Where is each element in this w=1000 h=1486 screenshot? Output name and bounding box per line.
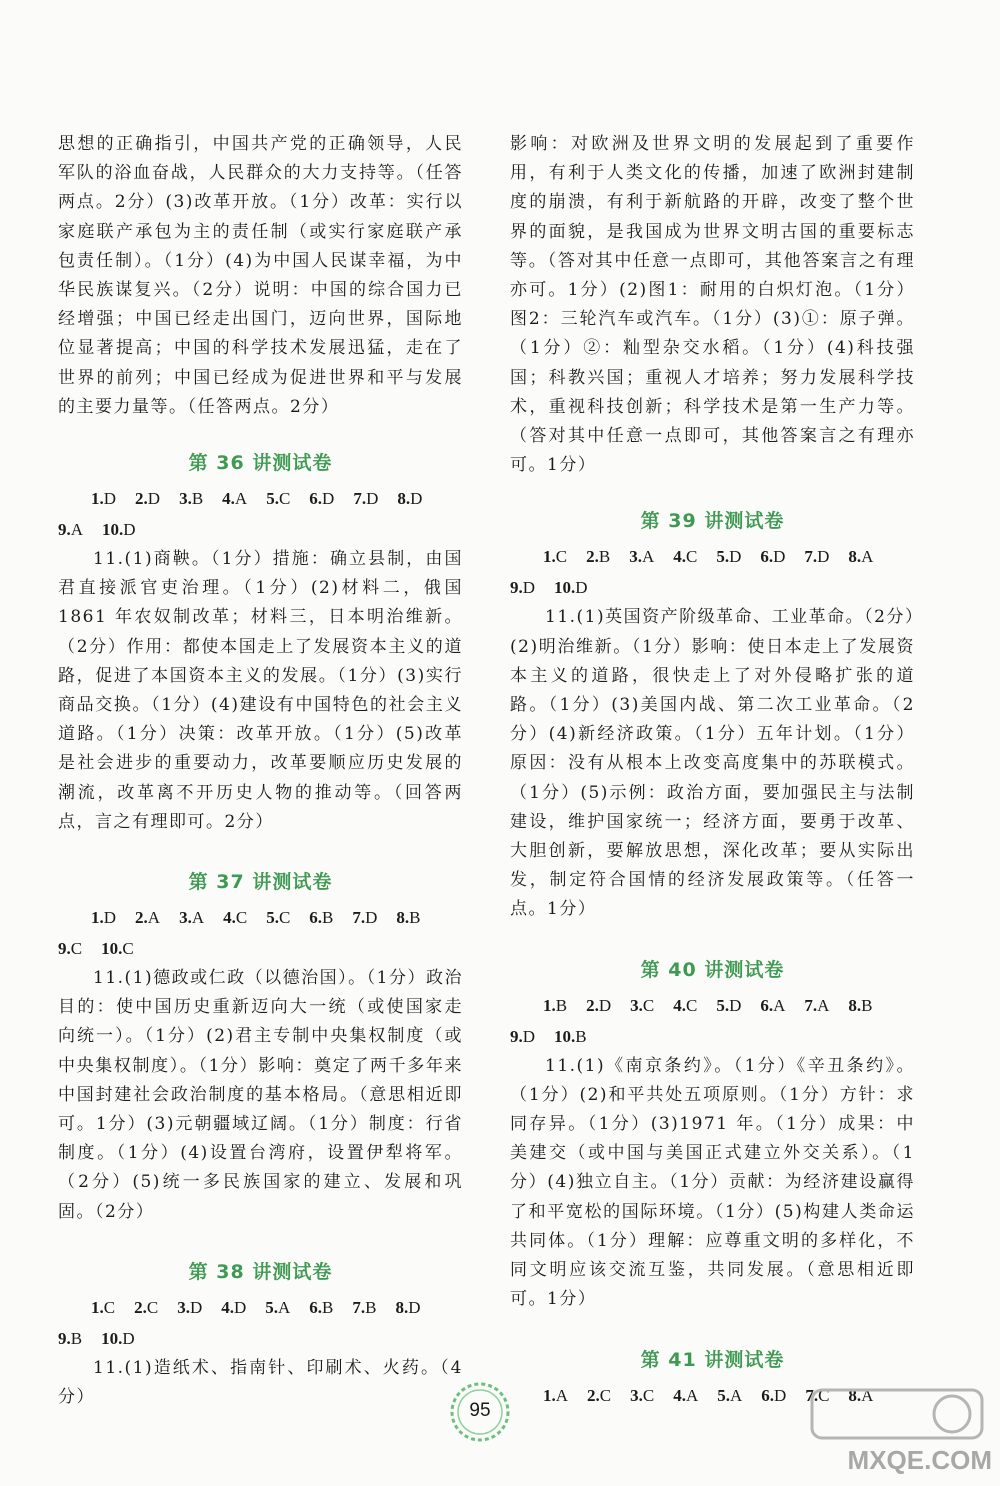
mc-item: 3.A [179,908,205,928]
mc-item: 4.C [673,547,698,567]
mc-item: 5.D [716,995,742,1015]
mc-item: 3.A [629,547,655,567]
mc-line [58,933,463,964]
mc-answers-39 [510,541,915,603]
mc-item: 1.C [91,1297,116,1317]
mc-item: 9.C [58,939,83,959]
mc-item: 2.C [587,1385,612,1405]
mc-item: 5.C [266,908,291,928]
mc-item: 6.D [309,489,335,509]
mc-item: 1.D [91,908,117,928]
mc-item: 2.D [586,995,612,1015]
mc-item: 3.B [179,489,204,509]
mc-line [543,990,915,1021]
section-title-39: 第 39 讲测试卷 [640,510,785,533]
mc-item: 9.D [510,578,536,598]
answer-q11-40: 11.(1)《南京条约》。（1分）《辛丑条约》。（1分）(2)和平共处五项原则。（1分）方针：求同存异。（1分）(3)1971 年。（1分）成果：中美建交（或中国与美国正式建立外交关系）。（1分）(4)独立自主。（1分）贡献：为经济建设赢得了和平宽松的国际环境。（1分）(5)构建人类命运共同体。（1分）理解：应尊重文明的多样化，不同文明应该交流互鉴，共同发展。（意思相近即可。1分） [510,1055,915,1310]
mc-item: 4.C [223,908,248,928]
mc-item: 8.D [397,489,423,509]
right-column [510,130,915,1411]
page-number: 95 [469,1400,491,1421]
answer-q11-38: 11.(1)造纸术、指南针、印刷术、火药。（4分） [58,1357,463,1408]
mc-item: 7.B [352,1297,377,1317]
mc-item: 10.D [554,578,588,598]
mc-item: 1.A [543,1385,569,1405]
mc-item: 2.C [134,1297,159,1317]
mc-item: 6.B [309,908,334,928]
mc-item: 9.D [510,1026,536,1046]
mc-item: 7.A [804,995,830,1015]
mc-item: 10.D [101,1328,135,1348]
mc-item: 2.D [135,489,161,509]
section-title-37: 第 37 讲测试卷 [188,871,333,894]
page-number-badge [440,1380,520,1460]
mc-item: 6.B [309,1297,334,1317]
mc-item: 4.D [221,1297,247,1317]
mc-item: 7.D [804,547,830,567]
answer-continuation: 思想的正确指引，中国共产党的正确领导，人民军队的浴血奋战，人民群众的大力支持等。（任答两点。2分）(3)改革开放。（1分）改革：实行以家庭联产承包为主的责任制（或实行家庭联产承包责任制）。（1分）(4)为中国人民谋幸福，为中华民族谋复兴。（2分）说明：中国的综合国力已经增强；中国已经走出国门，迈向世界，国际地位显著提高；中国的科学技术发展迅猛，走在了世界的前列；中国已经成为促进世界和平与发展的主要力量等。（任答两点。2分） [58,134,463,417]
section-title-38: 第 38 讲测试卷 [188,1260,333,1283]
mc-item: 2.A [135,908,161,928]
mc-item: 10.D [102,520,136,540]
mc-item: 5.C [266,489,291,509]
mc-item: 10.C [101,939,134,959]
answer-q11-39: 11.(1)英国资产阶级革命、工业革命。（2分）(2)明治维新。（1分）影响：使日本走上了发展资本主义的道路，很快走上了对外侵略扩张的道路。（1分）(3)美国内战、第二次工业革命。（2分）(4)新经济政策。（1分）五年计划。（1分）原因：没有从根本上改变高度集中的苏联模式。（1分）(5)示例：政治方面，要加强民主与法制建设，维护国家统一；经济方面，要勇于改革、大胆创新，要解放思想，深化改革；要从实际出发，制定符合国情的经济发展政策等。（任答一点。1分） [510,607,915,920]
mc-line [543,541,915,572]
mc-item: 4.C [673,995,698,1015]
mc-item: 7.D [353,489,379,509]
mc-item: 1.D [91,489,117,509]
mc-item: 9.A [58,520,84,540]
section-title-41: 第 41 讲测试卷 [640,1348,785,1371]
mc-item: 8.D [395,1297,421,1317]
mc-answers-37 [58,902,463,964]
mc-item: 7.C [805,1385,830,1405]
mc-item: 1.C [543,547,568,567]
mc-answers-38 [58,1292,463,1354]
mc-line [91,483,463,514]
mc-item: 6.D [760,547,786,567]
mc-item: 2.B [586,547,611,567]
answer-q11-37: 11.(1)德政或仁政（以德治国）。（1分）政治目的：使中国历史重新迈向大一统（或使国家走向统一）。（1分）(2)君主专制中央集权制度（或中央集权制度）。（1分）影响：奠定了两千多年来中国封建社会政治制度的基本格局。（意思相近即可。1分）(3)元朝疆域辽阔。（1分）制度：行省制度。（1分）(4)设置台湾府，设置伊犁将军。（2分）(5)统一多民族国家的建立、发展和巩固。（2分） [58,968,463,1222]
mc-item: 5.D [716,547,742,567]
mc-item: 8.B [396,908,421,928]
mc-line [58,514,463,545]
mc-item: 1.B [543,995,568,1015]
mc-line [91,1292,463,1323]
watermark-logo-icon [792,1384,992,1444]
mc-item: 3.C [630,995,655,1015]
mc-item: 9.B [58,1328,83,1348]
watermark-text: MXQE.COM [847,1445,992,1475]
mc-item: 4.A [222,489,248,509]
left-column [58,130,463,1412]
mc-item: 8.A [848,1385,874,1405]
mc-line [510,572,915,603]
mc-item: 10.B [554,1026,587,1046]
answer-continuation: 影响：对欧洲及世界文明的发展起到了重要作用，有利于人类文化的传播，加速了欧洲封建制度的崩溃，有利于新航路的开辟，改变了整个世界的面貌，是我国成为世界文明古国的重要标志等。（答对其中任意一点即可，其他答案言之有理亦可。1分）(2)图1：耐用的白炽灯泡。（1分）图2：三轮汽车或汽车。（1分）(3)①：原子弹。（1分）②：籼型杂交水稻。（1分）(4)科技强国；科教兴国；重视人才培养；努力发展科学技术，重视科技创新；科学技术是第一生产力等。（答对其中任意一点即可，其他答案言之有理亦可。1分） [510,134,915,476]
mc-item: 3.C [630,1385,655,1405]
mc-item: 7.D [352,908,378,928]
mc-line [58,1323,463,1354]
section-title-36: 第 36 讲测试卷 [188,452,333,475]
mc-item: 6.A [760,995,786,1015]
mc-item: 6.D [761,1385,787,1405]
mc-item: 8.A [848,547,874,567]
mc-item: 5.A [265,1297,291,1317]
mc-item: 5.A [717,1385,743,1405]
watermark [792,1384,992,1476]
mc-item: 8.B [848,995,873,1015]
mc-line [510,1021,915,1052]
mc-item: 4.A [673,1385,699,1405]
mc-answers-40 [510,990,915,1052]
mc-item: 3.D [177,1297,203,1317]
mc-answers-36 [58,483,463,545]
answer-q11-36: 11.(1)商鞅。（1分）措施：确立县制，由国君直接派官吏治理。（1分）(2)材料二，俄国 1861 年农奴制改革；材料三，日本明治维新。（2分）作用：都使本国走上了发展资本主义的道路，促进了本国资本主义的发展。（1分）(3)实行商品交换。（1分）(4)建设有中国特色的社会主义道路。（1分）决策：改革开放。（1分）(5)改革是社会进步的重要动力，改革要顺应历史发展的潮流，改革离不开历史人物的推动等。（回答两点，言之有理即可。2分） [58,549,463,832]
mc-line [91,902,463,933]
section-title-40: 第 40 讲测试卷 [640,958,785,981]
